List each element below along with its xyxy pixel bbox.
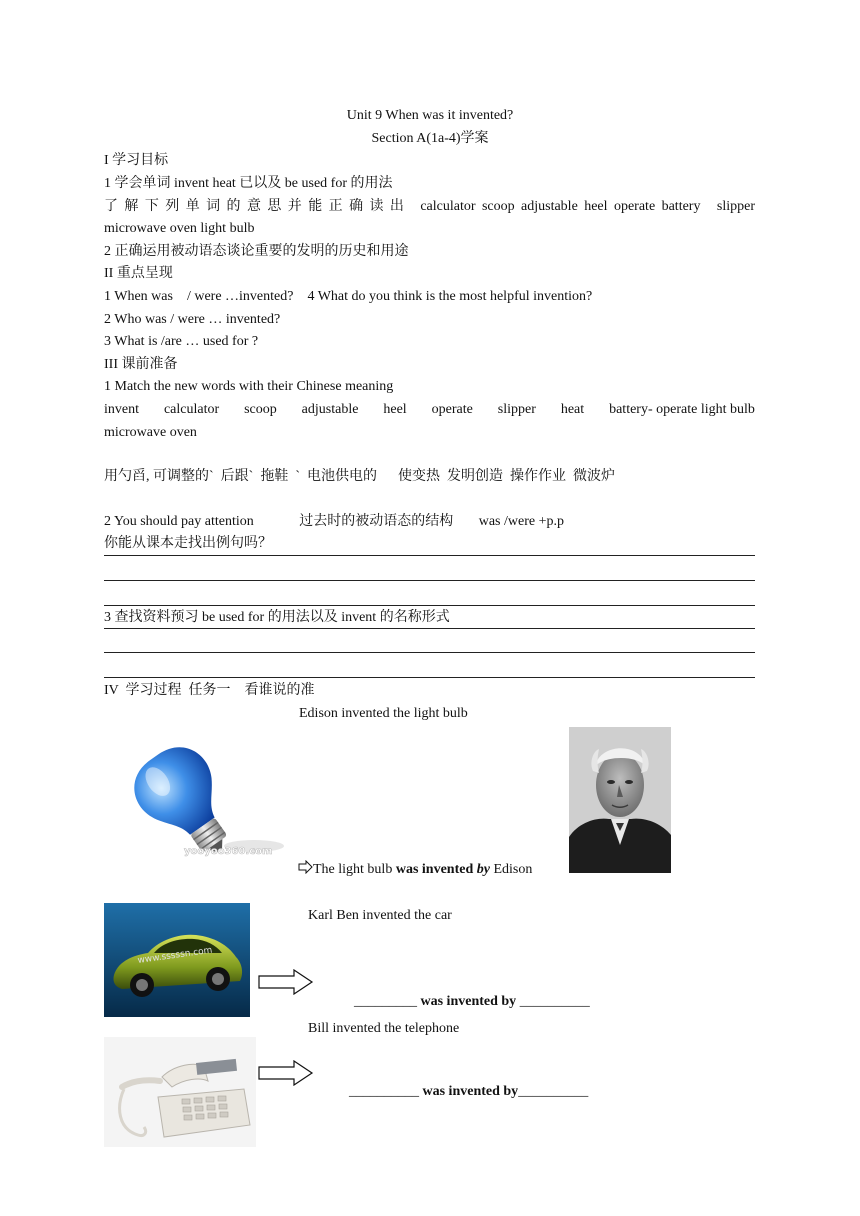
telephone-image <box>104 1037 256 1147</box>
example1-passive <box>298 860 532 879</box>
word: operate <box>613 199 656 214</box>
car-image <box>104 903 250 1017</box>
answer-line[interactable] <box>104 677 755 678</box>
vocab-word: calculator <box>163 402 220 417</box>
vocab-word: heat <box>560 402 585 417</box>
answer-line[interactable] <box>104 652 755 653</box>
edison-portrait <box>569 727 671 873</box>
answer-line[interactable] <box>104 555 755 556</box>
word: battery <box>661 199 701 214</box>
word: 的 <box>226 199 241 214</box>
vocab-word: operate <box>431 402 473 417</box>
word: 出 <box>389 199 404 214</box>
light-bulb-image <box>104 728 284 858</box>
word: scoop <box>481 199 515 214</box>
attention-structure-label: 过去时的被动语态的结构 <box>299 514 454 529</box>
attention-formula: was /were +p.p <box>478 514 564 529</box>
passive-verb: was invented by <box>419 1084 519 1099</box>
vocab-word: slipper <box>497 402 536 417</box>
match-task: 1 Match the new words with their Chinese meaning <box>104 379 394 394</box>
car-watermark: www.sssssn.com <box>137 945 214 966</box>
word: 思 <box>267 199 282 214</box>
passive-by: by <box>476 862 490 877</box>
word: 意 <box>246 199 261 214</box>
vocab-word: scoop <box>244 402 277 417</box>
arrow-right-icon <box>258 969 314 995</box>
word: 列 <box>165 199 180 214</box>
section2-heading: II 重点呈现 <box>104 266 173 281</box>
key-question-3: 3 What is /are … used for ? <box>104 334 259 349</box>
vocab-word: adjustable <box>301 402 359 417</box>
word: heel <box>584 199 608 214</box>
vocab-word: heel <box>383 402 407 417</box>
word: 解 <box>124 199 139 214</box>
example2-passive[interactable] <box>347 975 590 1011</box>
word: calculator <box>420 199 476 214</box>
chinese-meanings: 用勺舀, 可调整的` 后跟` 拖鞋 ` 电池供电的 使变热 发明创造 操作作业 微波炉 <box>104 469 615 484</box>
word: 读 <box>369 199 384 214</box>
word: 确 <box>349 199 364 214</box>
word: 正 <box>328 199 343 214</box>
goal-item-1: 1 学会单词 invent heat 已以及 be used for 的用法 <box>104 176 393 191</box>
page-title: Unit 9 When was it invented? <box>346 108 514 123</box>
word: 单 <box>185 199 200 214</box>
word: slipper <box>716 199 755 214</box>
key-question-2: 2 Who was / were … invented? <box>104 312 281 327</box>
vocab-list-cont: microwave oven <box>104 425 197 440</box>
example2-active: Karl Ben invented the car <box>308 908 452 923</box>
word: adjustable <box>521 199 578 214</box>
passive-subject: The light bulb <box>313 862 396 877</box>
page-subtitle: Section A(1a-4)学案 <box>371 131 489 146</box>
passive-verb: was invented <box>395 862 477 877</box>
word: 词 <box>206 199 221 214</box>
section1-heading: I 学习目标 <box>104 153 169 168</box>
word: 能 <box>308 199 323 214</box>
bulb-watermark: yooyoo360.com <box>184 846 273 857</box>
blank-field[interactable]: __________ <box>349 1084 419 1099</box>
word: 下 <box>144 199 159 214</box>
vocab-list <box>104 401 755 419</box>
blank-field[interactable]: __________ <box>518 1084 589 1099</box>
example3-passive[interactable] <box>342 1065 588 1101</box>
attention-task <box>104 513 564 531</box>
section4-heading: IV 学习过程 任务一 看谁说的准 <box>104 683 315 698</box>
answer-line[interactable] <box>104 580 755 581</box>
word: 了 <box>104 199 118 214</box>
blank-field[interactable]: __________ <box>519 994 590 1009</box>
arrow-right-icon <box>298 860 313 874</box>
key-question-1: 1 When was / were …invented? 4 What do you think is the most helpful invention? <box>104 289 593 304</box>
passive-agent: Edison <box>489 862 533 877</box>
find-example-question: 你能从课本走找出例句吗？ <box>104 536 272 551</box>
passive-verb: was invented by <box>417 994 520 1009</box>
blank-field[interactable]: _________ <box>354 994 417 1009</box>
preview-task: 3 查找资料预习 be used for 的用法以及 invent 的名称形式 <box>104 610 450 625</box>
goal-item-2: 2 正确运用被动语态谈论重要的发明的历史和用途 <box>104 244 409 259</box>
example3-active: Bill invented the telephone <box>308 1021 460 1036</box>
section3-heading: III 课前准备 <box>104 357 178 372</box>
answer-line[interactable] <box>104 628 755 629</box>
word: 并 <box>287 199 302 214</box>
arrow-right-icon <box>258 1060 314 1086</box>
goal-understand-words <box>104 198 755 216</box>
vocab-word: invent <box>104 402 139 417</box>
vocab-word: battery- operate light bulb <box>609 402 755 417</box>
example1-active: Edison invented the light bulb <box>299 706 468 721</box>
attention-label: 2 You should pay attention <box>104 514 254 529</box>
goal-understand-cont: microwave oven light bulb <box>104 221 255 236</box>
answer-line[interactable] <box>104 605 755 606</box>
